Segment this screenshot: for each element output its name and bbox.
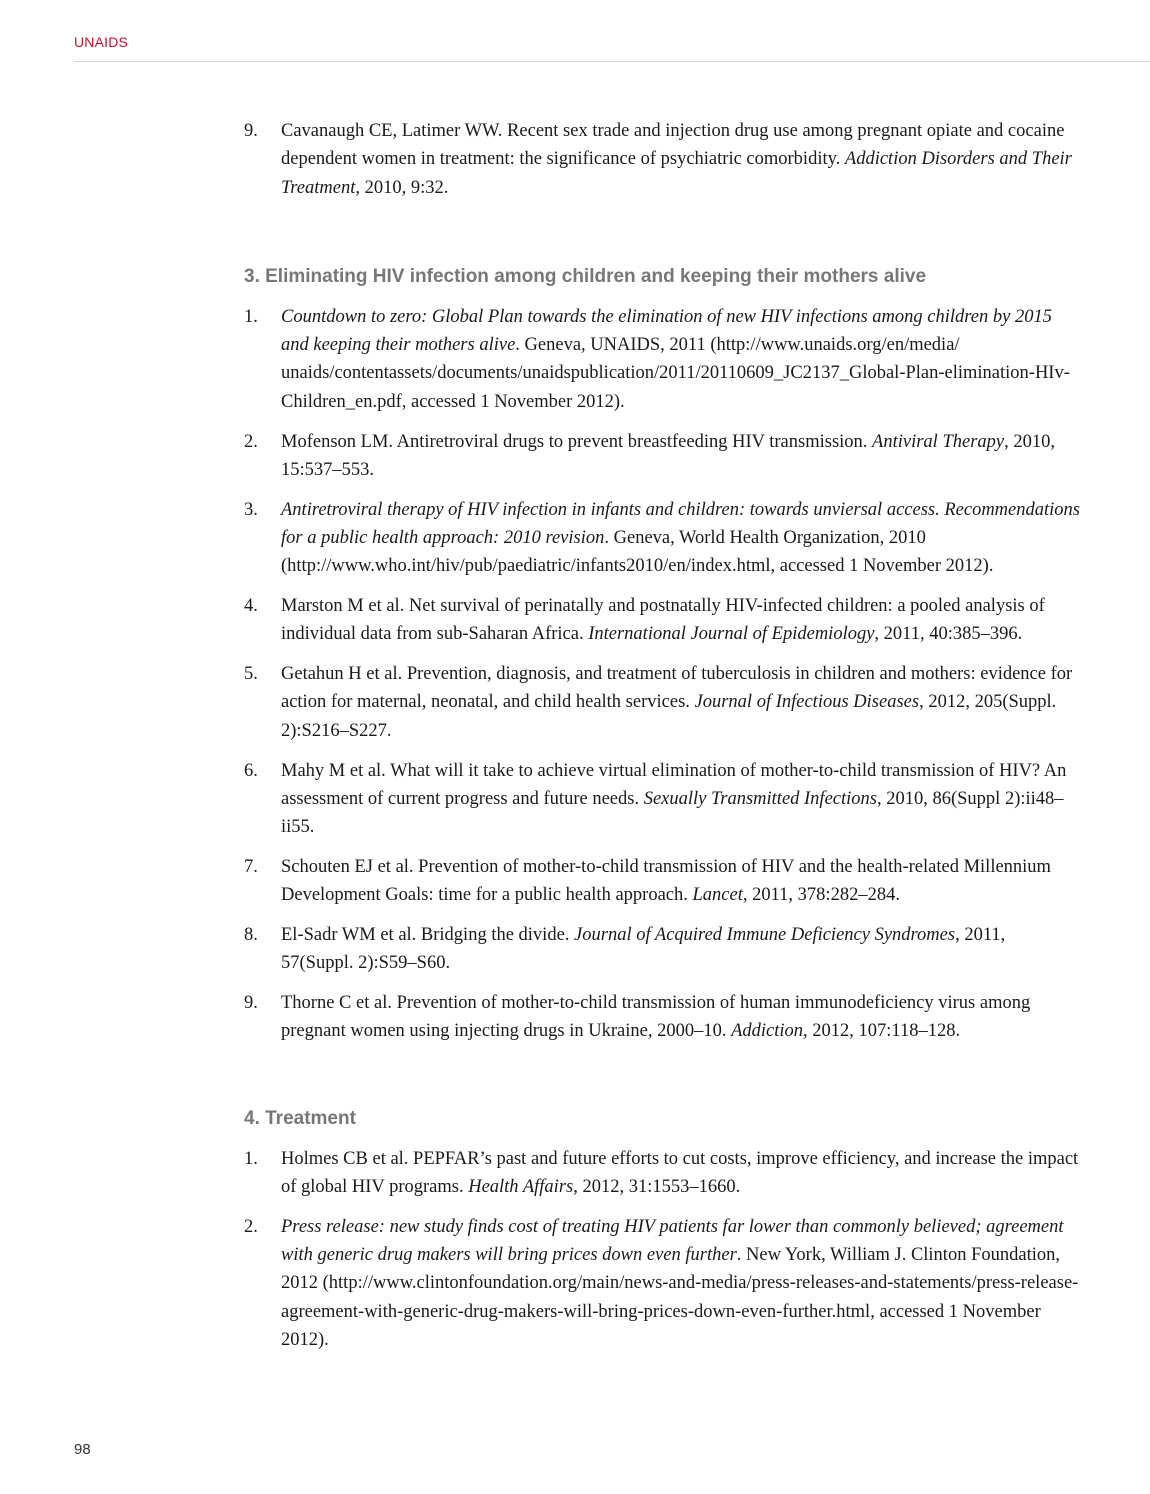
reference-list-section-3: [244, 303, 1080, 1046]
reference-text-segment: , 2012, 107:118–128.: [803, 1021, 961, 1042]
reference-number: 9.: [244, 993, 258, 1014]
reference-text-segment: . Geneva, World Health Organization, 2010 (http://www.who.int/hiv/pub/paediatric/infants2010/en/index.html, accessed 1 November 2012).: [281, 527, 994, 577]
reference-title-italic: Addiction Disorders and Their Treatment: [281, 149, 1072, 198]
reference-item: [244, 853, 1080, 910]
reference-title-italic: International Journal of Epidemiology: [588, 624, 875, 645]
reference-title-italic: Addiction: [731, 1021, 804, 1042]
reference-text-segment: , 2010, 15:537–553.: [281, 431, 1055, 480]
reference-text-segment: Marston M et al. Net survival of perinatally and postnatally HIV-infected children: a pooled analysis of individual data from sub-Saharan Africa.: [281, 596, 1045, 645]
reference-number: 8.: [244, 925, 258, 946]
reference-number: 5.: [244, 664, 258, 685]
reference-title-italic: Countdown to zero: Global Plan towards the elimination of new HIV infections among children by 2015 and keeping their mothers alive: [281, 306, 1052, 356]
reference-item: [244, 1213, 1080, 1354]
section-heading-treatment: 4. Treatment: [244, 1107, 356, 1129]
reference-number: 1.: [244, 1148, 258, 1169]
reference-title-italic: Press release: new study finds cost of treating HIV patients far lower than commonly believed; agreement with generic drug makers will bring prices down even further: [281, 1216, 1064, 1266]
reference-text-segment: . Geneva, UNAIDS, 2011 (http://www.unaids.org/en/media/ unaids/contentassets/documents/unaidspublication/2011/20110609_JC2137_Global-Plan-elimination-HIv-Children_en.pdf, accessed 1 November 2012).: [281, 335, 1070, 412]
reference-text: [281, 592, 1080, 649]
page-number: 98: [74, 1441, 91, 1458]
reference-list-section-4: [244, 1145, 1080, 1355]
reference-item: [244, 660, 1080, 745]
reference-list-continued: [244, 117, 1080, 202]
reference-item: [244, 117, 1080, 202]
reference-number: 2.: [244, 431, 258, 452]
reference-item: [244, 428, 1080, 485]
reference-title-italic: Antiviral Therapy: [872, 431, 1005, 452]
reference-number: 6.: [244, 760, 258, 781]
reference-item: [244, 921, 1080, 978]
reference-text-segment: Getahun H et al. Prevention, diagnosis, and treatment of tuberculosis in children and mothers: evidence for action for maternal, neonatal, and child health services.: [281, 664, 1073, 713]
reference-text: [281, 303, 1080, 416]
reference-text: [281, 1213, 1080, 1354]
reference-text: [281, 660, 1080, 745]
reference-text: [281, 853, 1080, 910]
reference-title-italic: Journal of Infectious Diseases: [694, 692, 920, 713]
reference-text-segment: Cavanaugh CE, Latimer WW. Recent sex trade and injection drug use among pregnant opiate and cocaine dependent women in treatment: the significance of psychiatric comorbidity.: [281, 121, 1065, 170]
publisher-name: UNAIDS: [74, 34, 129, 50]
reference-title-italic: Journal of Acquired Immune Deficiency Syndromes: [574, 925, 956, 946]
reference-text: [281, 989, 1080, 1046]
reference-title-italic: Lancet: [692, 885, 743, 906]
reference-title-italic: Antiretroviral therapy of HIV infection in infants and children: towards unviersal access. Recommendations for a public health approach: 2010 revision: [281, 499, 1080, 548]
reference-title-italic: Sexually Transmitted Infections: [643, 788, 877, 809]
reference-text-segment: Schouten EJ et al. Prevention of mother-to-child transmission of HIV and the health-related Millennium Development Goals: time for a public health approach.: [281, 856, 1051, 906]
reference-text-segment: , 2011, 57(Suppl. 2):S59–S60.: [281, 925, 1006, 974]
reference-number: 3.: [244, 499, 258, 520]
section-heading-eliminating-hiv: 3. Eliminating HIV infection among children and keeping their mothers alive: [244, 265, 927, 287]
reference-text-segment: , 2012, 31:1553–1660.: [573, 1177, 741, 1198]
reference-text-segment: Thorne C et al. Prevention of mother-to-child transmission of human immunodeficiency virus among pregnant women using injecting drugs in Ukraine, 2000–10.: [281, 993, 1031, 1042]
reference-text: [281, 117, 1080, 202]
reference-text-segment: , 2011, 378:282–284.: [742, 885, 900, 906]
reference-text-segment: Holmes CB et al. PEPFAR’s past and future efforts to cut costs, improve efficiency, and increase the impact of global HIV programs.: [281, 1148, 1079, 1198]
reference-text: [281, 757, 1080, 842]
header-divider: [74, 61, 1150, 62]
reference-item: [244, 592, 1080, 649]
reference-text-segment: , 2011, 40:385–396.: [874, 624, 1023, 645]
reference-number: 7.: [244, 856, 258, 877]
references-content: [244, 117, 1080, 1366]
reference-item: [244, 757, 1080, 842]
reference-number: 9.: [244, 121, 258, 141]
reference-text-segment: El-Sadr WM et al. Bridging the divide.: [281, 925, 575, 946]
reference-number: 2.: [244, 1216, 258, 1237]
reference-item: [244, 496, 1080, 581]
reference-text: [281, 428, 1080, 485]
reference-text-segment: , 2010, 9:32.: [355, 177, 449, 198]
reference-text: [281, 496, 1080, 581]
reference-number: 1.: [244, 306, 258, 327]
reference-title-italic: Health Affairs: [468, 1177, 574, 1198]
reference-number: 4.: [244, 596, 258, 617]
reference-text-segment: . New York, William J. Clinton Foundation, 2012 (http://www.clintonfoundation.org/main/news-and-media/press-releases-and-statements/press-release-agreement-with-generic-drug-makers-will-bring-prices-down-even-further.html, accessed 1 November 2012).: [281, 1245, 1079, 1350]
reference-text-segment: , 2010, 86(Suppl 2):ii48–ii55.: [281, 788, 1064, 838]
reference-text: [281, 1145, 1080, 1202]
reference-item: [244, 1145, 1080, 1202]
reference-text-segment: Mofenson LM. Antiretroviral drugs to prevent breastfeeding HIV transmission.: [281, 431, 873, 452]
reference-text: [281, 921, 1080, 978]
reference-item: [244, 989, 1080, 1046]
reference-item: [244, 303, 1080, 416]
reference-text-segment: Mahy M et al. What will it take to achieve virtual elimination of mother-to-child transmission of HIV? An assessment of current progress and future needs.: [281, 760, 1067, 809]
reference-text-segment: , 2012, 205(Suppl. 2):S216–S227.: [281, 692, 1057, 741]
